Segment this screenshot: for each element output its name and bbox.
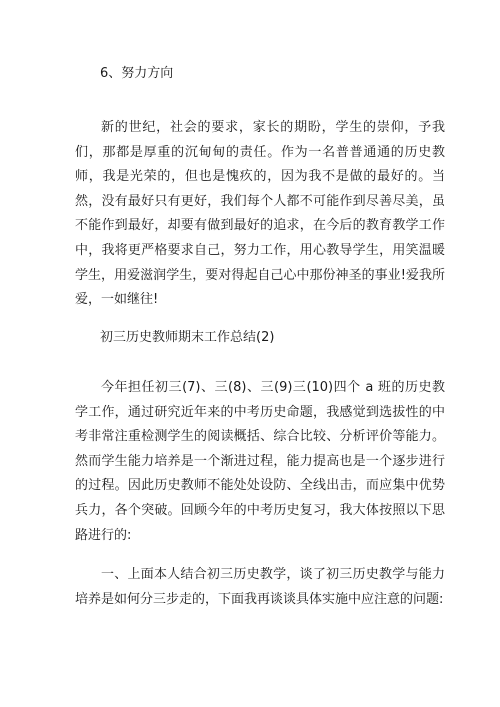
paragraph-goals: 新的世纪，社会的要求，家长的期盼，学生的崇仰，予我们，那都是厚重的沉甸甸的责任。作为一名普普通通的历史教师，我是光荣的，但也是愧疚的，因为我不是做的最好的。当然，没有最好只有更好，我们每个人都不可能作到尽善尽美，虽不能作到最好，却要有做到最好的追求，在今后的教育教学工作中，我将更严格要求自己，努力工作，用心教导学生，用笑温暖学生，用爱滋润学生，要对得起自己心中那份神圣的事业!爱我所爱，一如继往! [75,120,445,308]
paragraph-three-steps: 一、上面本人结合初三历史教学，谈了初三历史教学与能力培养是如何分三步走的，下面我再谈谈具体实施中应注意的问题: [75,567,445,607]
paragraph-teaching-work: 今年担任初三(7)、三(8)、三(9)三(10)四个 a 班的历史教学工作，通过研究近年来的中考历史命题，我感觉到选拔性的中考非常注重检测学生的阅读概括、综合比较、分析评价等能力。然而学生能力培养是一个渐进过程，能力提高也是一个逐步进行的过程。因此历史教师不能处处设防、全线出击，而应集中优势兵力，各个突破。回顾今年的中考历史复习，我大体按照以下思路进行的: [75,380,445,543]
section-heading: 6、努力方向 [100,66,174,81]
document-subtitle: 初三历史教师期末工作总结(2) [100,330,275,345]
